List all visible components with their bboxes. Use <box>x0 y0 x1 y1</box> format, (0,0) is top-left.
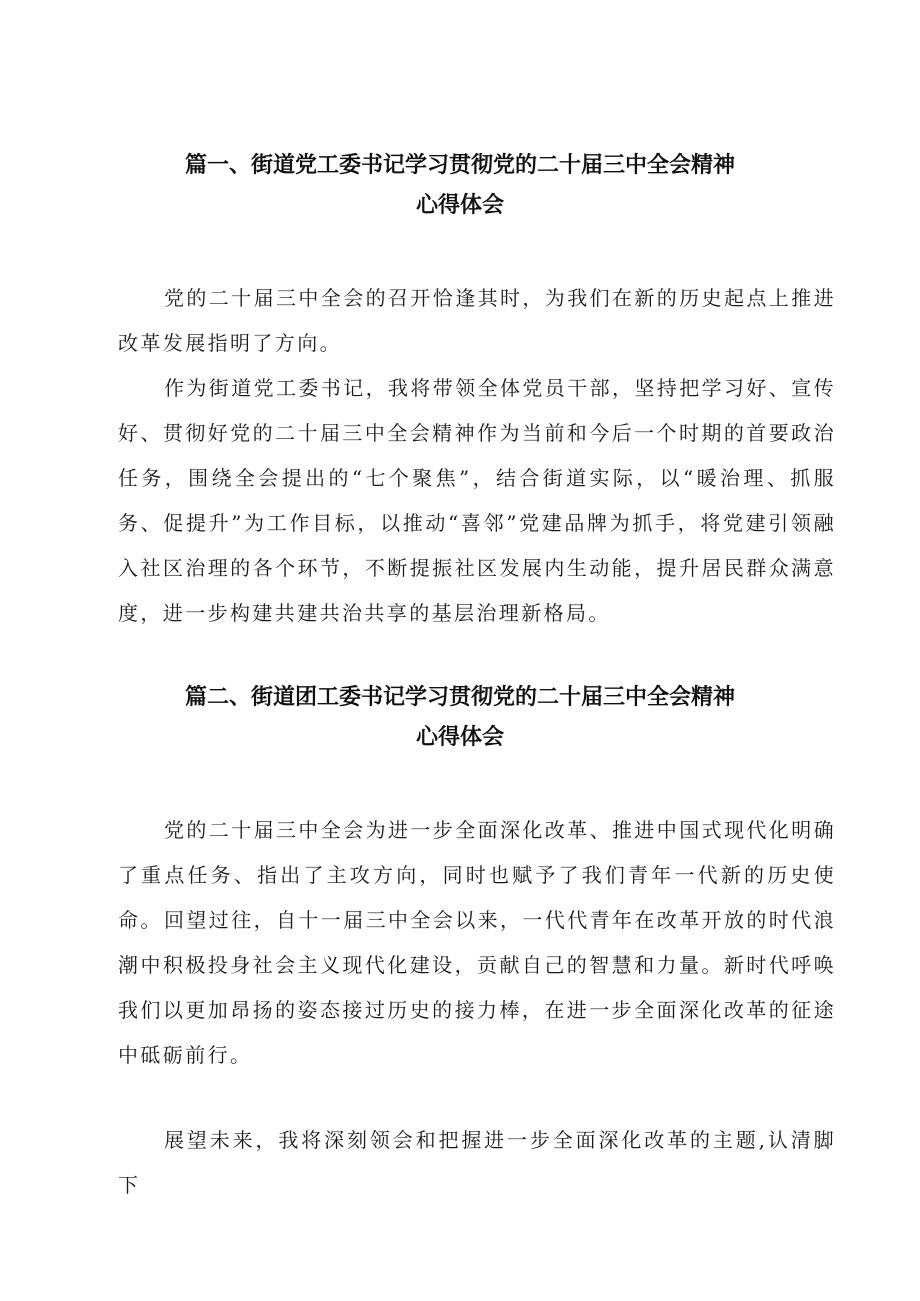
section-1-title <box>0 146 920 226</box>
section-1-title-line-1: 篇一、街道党工委书记学习贯彻党的二十届三中全会精神 <box>184 153 735 178</box>
section-2-paragraph-3: 展望未来，我将深刻领会和把握进一步全面深化改革的主题,认清脚下 <box>118 1128 836 1197</box>
section-2-title <box>0 678 920 758</box>
section-1-title-line-2: 心得体会 <box>415 193 504 218</box>
section-2-paragraph-2: 回望过往，自十一届三中全会以来，一代代青年在改革开放的时代浪潮中积极投身社会主义现代化建设，贡献自己的智慧和力量。新时代呼唤我们以更加昂扬的姿态接过历史的接力棒，在进一步全面深化改革的征途中砥砺前行。 <box>118 908 836 1067</box>
section-2-title-line-1: 篇二、街道团工委书记学习贯彻党的二十届三中全会精神 <box>184 685 735 710</box>
section-1-paragraph-2: 作为街道党工委书记，我将带领全体党员干部，坚持把学习好、宣传好、贯彻好党的二十届三中全会精神作为当前和今后一个时期的首要政治任务，围绕全会提出的“七个聚焦”，结合街道实际，以“暖治理、抓服务、促提升”为工作目标，以推动“喜邻”党建品牌为抓手，将党建引领融入社区治理的各个环节，不断提振社区发展内生动能，提升居民群众满意度，进一步构建共建共治共享的基层治理新格局。 <box>118 376 836 625</box>
section-2-title-line-2: 心得体会 <box>415 725 504 750</box>
section-1-paragraph-1: 党的二十届三中全会的召开恰逢其时，为我们在新的历史起点上推进改革发展指明了方向。 <box>118 286 836 355</box>
section-2-paragraph-1: 党的二十届三中全会为进一步全面深化改革、推进中国式现代化明确了重点任务、指出了主攻方向，同时也赋予了我们青年一代新的历史使命。 <box>118 818 836 932</box>
